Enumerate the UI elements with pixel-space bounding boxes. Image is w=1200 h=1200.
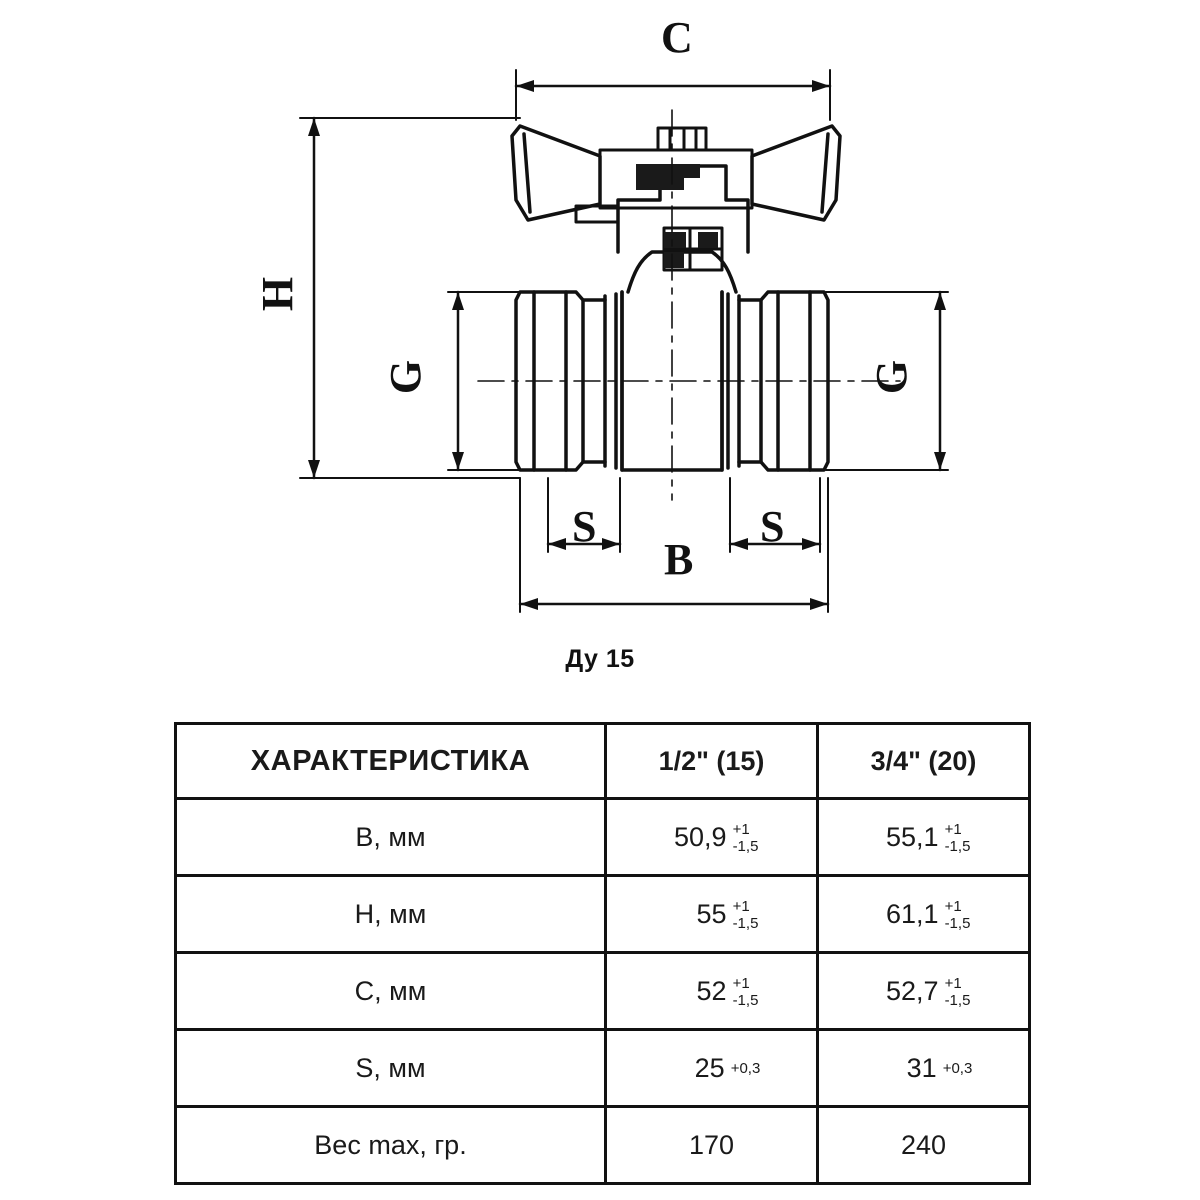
dimension-label-c: C xyxy=(661,13,693,62)
value-number: 25 xyxy=(694,1052,725,1083)
dimension-label-s-left: S xyxy=(572,502,597,551)
value-tolerance xyxy=(943,1058,973,1077)
table-row xyxy=(176,953,1030,1030)
value-number: 55 xyxy=(696,898,727,929)
dimension-label-b: B xyxy=(664,535,694,584)
tolerance-minus: -1,5 xyxy=(732,838,759,855)
row-value xyxy=(606,799,818,876)
table-header-row xyxy=(176,724,1030,799)
tolerance-plus: +1 xyxy=(732,897,750,915)
table-row xyxy=(176,1107,1030,1184)
row-label: Вес max, гр. xyxy=(176,1107,606,1184)
tolerance-minus: -1,5 xyxy=(732,992,759,1009)
value-tolerance xyxy=(945,973,971,1010)
value-number: 170 xyxy=(688,1129,735,1160)
row-label: C, мм xyxy=(176,953,606,1030)
tolerance-plus: +1 xyxy=(732,820,750,838)
value-tolerance xyxy=(733,819,759,856)
value-tolerance xyxy=(731,1058,761,1077)
tolerance-minus: -1,5 xyxy=(944,838,971,855)
tolerance-minus: -1,5 xyxy=(732,915,759,932)
table-row xyxy=(176,876,1030,953)
value-number: 50,9 xyxy=(674,821,727,852)
tolerance-minus: -1,5 xyxy=(944,915,971,932)
tolerance-plus: +1 xyxy=(732,974,750,992)
value-number: 31 xyxy=(906,1052,937,1083)
tolerance-plus: +0,3 xyxy=(942,1060,973,1078)
value-number: 52 xyxy=(696,975,727,1006)
table-row xyxy=(176,799,1030,876)
row-value xyxy=(818,799,1030,876)
row-value xyxy=(606,953,818,1030)
dimension-lines xyxy=(308,80,946,610)
value-number: 61,1 xyxy=(886,898,939,929)
tolerance-plus: +0,3 xyxy=(730,1060,761,1078)
row-value xyxy=(606,876,818,953)
drawing-caption: Ду 15 xyxy=(565,645,635,673)
dimension-label-h: H xyxy=(253,276,302,312)
row-label: B, мм xyxy=(176,799,606,876)
row-value xyxy=(818,1030,1030,1107)
tolerance-plus: +1 xyxy=(944,897,962,915)
tolerance-plus: +1 xyxy=(944,820,962,838)
header-characteristic: ХАРАКТЕРИСТИКА xyxy=(176,724,606,799)
value-tolerance xyxy=(733,896,759,933)
value-tolerance xyxy=(733,973,759,1010)
row-value xyxy=(818,876,1030,953)
row-value xyxy=(606,1030,818,1107)
row-value xyxy=(818,953,1030,1030)
value-tolerance xyxy=(945,819,971,856)
value-number: 240 xyxy=(900,1129,947,1160)
row-value xyxy=(818,1107,1030,1184)
specifications-table xyxy=(174,722,1031,1185)
dimension-label-s-right: S xyxy=(760,502,785,551)
row-value xyxy=(606,1107,818,1184)
dimension-label-g-right: G xyxy=(867,359,916,395)
value-number: 55,1 xyxy=(886,821,939,852)
value-number: 52,7 xyxy=(886,975,939,1006)
row-label: H, мм xyxy=(176,876,606,953)
dimension-label-g-left: G xyxy=(381,359,430,395)
tolerance-plus: +1 xyxy=(944,974,962,992)
value-tolerance xyxy=(945,896,971,933)
table-row xyxy=(176,1030,1030,1107)
header-size-three-quarter-inch: 3/4" (20) xyxy=(818,724,1030,799)
tolerance-minus: -1,5 xyxy=(944,992,971,1009)
header-size-half-inch: 1/2" (15) xyxy=(606,724,818,799)
row-label: S, мм xyxy=(176,1030,606,1107)
